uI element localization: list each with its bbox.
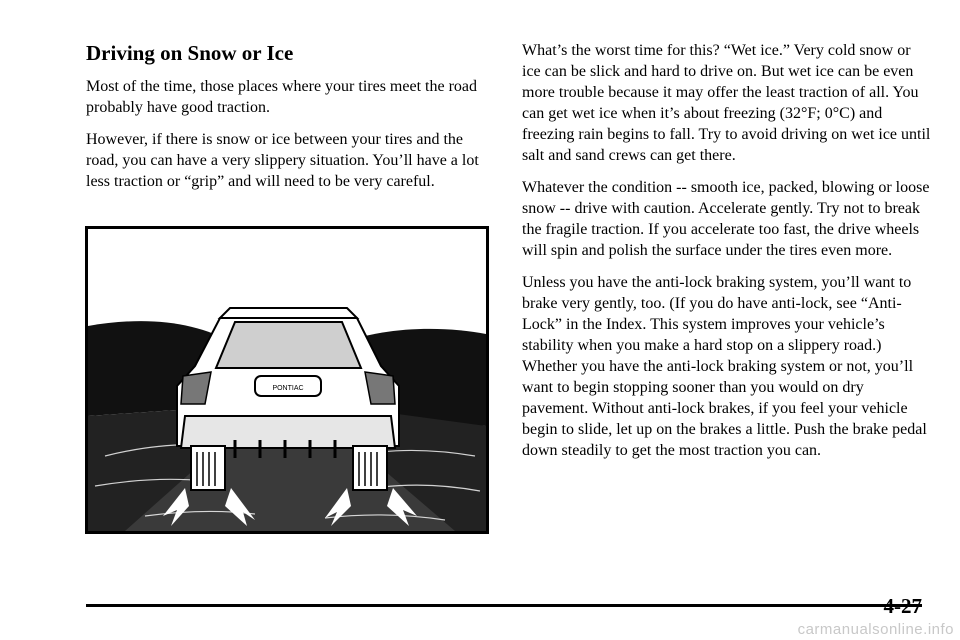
vehicle-badge: PONTIAC [272,385,304,392]
footer-rule [86,604,922,607]
right-column [522,40,932,472]
paragraph: What’s the worst time for this? “Wet ice.” Very cold snow or ice can be slick and hard to drive on. But wet ice can be even more trouble because it may offer the least traction of all. You can get wet ice when it’s about freezing (32°F; 0°C) and freezing rain begins to fall. Try to avoid driving on wet ice until salt and sand crews can get there. [522,42,931,164]
vehicle-on-ice-illustration [85,226,489,534]
left-column [86,40,490,203]
paragraph: Whatever the condition -- smooth ice, packed, blowing or loose snow -- drive with caution. Accelerate gently. Try not to break the fragile traction. If you accelerate too fast, the drive wheels will spin and polish the surface under the tires even more. [522,179,930,259]
page-number: 4-27 [883,594,922,618]
paragraph: Most of the time, those places where your tires meet the road probably have good traction. [86,78,477,116]
section-heading: Driving on Snow or Ice [86,41,294,65]
watermark: carmanualsonline.info [797,621,954,638]
paragraph: Unless you have the anti-lock braking system, you’ll want to brake very gently, too. (If you do have anti-lock, see “Anti-Lock” in the Index. This system improves your vehicle’s stability when you make a hard stop on a slippery road.) Whether you have the anti-lock braking system or not, you’ll want to begin stopping sooner than you would on dry pavement. Without anti-lock brakes, if you feel your vehicle begin to slide, let up on the brakes a little. Push the brake pedal down steadily to get the most traction you can. [522,274,927,459]
paragraph: However, if there is snow or ice between your tires and the road, you can have a very slippery situation. You’ll have a lot less traction or “grip” and will need to be very careful. [86,131,479,190]
